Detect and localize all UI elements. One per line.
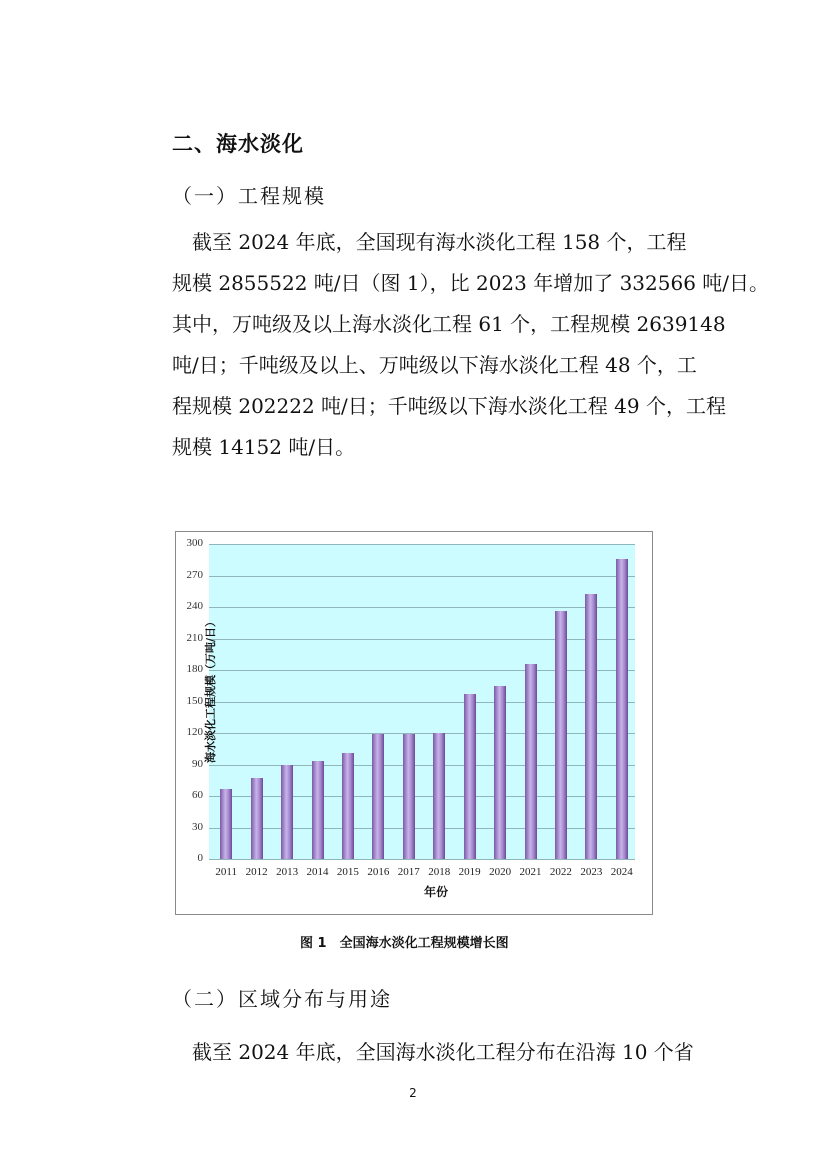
y-axis-label: 海水淡化工程规模（万吨/日） [204, 615, 217, 763]
bar-2020 [494, 686, 506, 859]
subsection-heading-distribution: （二）区域分布与用途 [172, 987, 392, 1011]
paragraph-line: 吨/日；千吨级及以上、万吨级以下海水淡化工程 48 个，工 [172, 353, 697, 377]
y-tick-label: 0 [197, 852, 203, 864]
section-heading: 二、海水淡化 [172, 132, 304, 156]
y-tick-label: 60 [192, 789, 203, 801]
paragraph-line: 规模 2855522 吨/日（图 1），比 2023 年增加了 332566 吨/日。 [172, 271, 770, 295]
bar-2014 [312, 761, 324, 859]
x-tick-label: 2014 [306, 866, 329, 878]
y-tick-label: 270 [186, 568, 203, 581]
x-tick-label: 2018 [428, 866, 451, 878]
y-tick-label: 180 [186, 663, 203, 675]
gridline [209, 733, 635, 734]
x-tick-label: 2016 [367, 866, 390, 878]
gridline [209, 859, 635, 860]
bar-2016 [372, 734, 384, 859]
gridline [209, 702, 635, 703]
chart-plot-area [209, 544, 635, 859]
gridline [209, 576, 635, 577]
paragraph-line: 截至 2024 年底，全国海水淡化工程分布在沿海 10 个省 [172, 1040, 694, 1064]
bar-2013 [281, 765, 293, 860]
y-tick-label: 120 [186, 726, 203, 738]
paragraph-scale [172, 222, 770, 468]
x-axis-label: 年份 [424, 885, 449, 899]
bar-2011 [220, 789, 232, 859]
paragraph-distribution [172, 1032, 712, 1073]
y-tick-label: 300 [186, 537, 203, 549]
y-tick-label: 150 [186, 694, 203, 707]
x-tick-label: 2020 [489, 866, 512, 878]
bar-2012 [251, 778, 263, 859]
paragraph-line: 规模 14152 吨/日。 [172, 435, 356, 459]
x-tick-label: 2022 [549, 866, 572, 878]
x-tick-label: 2013 [276, 866, 299, 878]
x-tick-label: 2012 [245, 866, 268, 878]
gridline [209, 607, 635, 608]
y-tick-label: 240 [186, 600, 203, 612]
x-tick-label: 2019 [458, 866, 481, 878]
gridline [209, 670, 635, 671]
gridline [209, 765, 635, 766]
bar-2023 [585, 594, 597, 859]
paragraph-line: 其中，万吨级及以上海水淡化工程 61 个，工程规模 2639148 [172, 312, 726, 336]
bar-2015 [342, 753, 354, 859]
figure-caption: 图 1 全国海水淡化工程规模增长图 [300, 936, 509, 951]
subsection-heading-scale: （一）工程规模 [172, 184, 326, 208]
gridline [209, 796, 635, 797]
bar-2019 [464, 694, 476, 859]
x-tick-label: 2021 [519, 866, 542, 878]
y-tick-label: 210 [186, 631, 203, 644]
y-tick-label: 90 [192, 757, 203, 770]
x-tick-label: 2017 [397, 866, 420, 878]
gridline [209, 828, 635, 829]
x-tick-label: 2024 [610, 866, 633, 878]
paragraph-line: 程规模 202222 吨/日；千吨级以下海水淡化工程 49 个，工程 [172, 394, 726, 418]
bar-2021 [525, 664, 537, 859]
bar-2018 [433, 733, 445, 859]
x-tick-label: 2023 [580, 866, 603, 878]
bar-2024 [616, 559, 628, 859]
gridline [209, 639, 635, 640]
x-tick-label: 2015 [336, 866, 359, 878]
gridline [209, 544, 635, 545]
bar-2017 [403, 734, 415, 859]
bar-2022 [555, 611, 567, 859]
y-tick-label: 30 [192, 820, 203, 833]
paragraph-line: 截至 2024 年底，全国现有海水淡化工程 158 个，工程 [172, 230, 687, 254]
x-tick-label: 2011 [215, 866, 237, 878]
page-number: 2 [409, 1086, 417, 1100]
